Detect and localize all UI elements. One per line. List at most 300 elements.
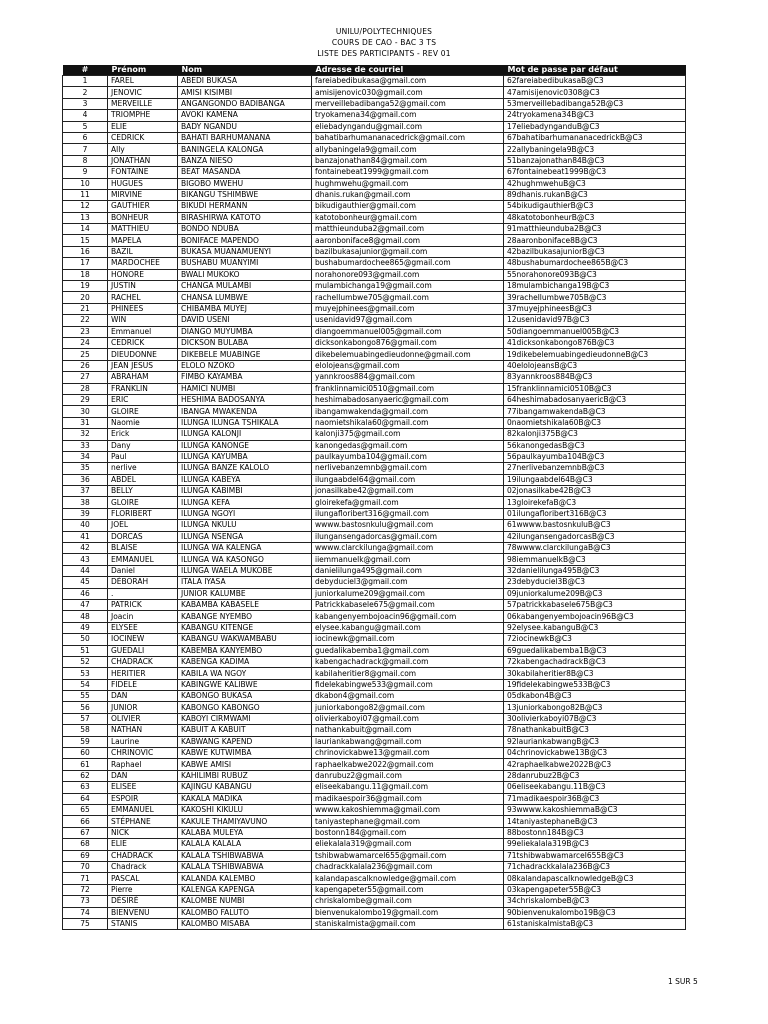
cell-email: kapengapeter55@gmail.com [312,884,504,895]
cell-lastname: KALABA MULEYA [178,827,312,838]
cell-email: muyejphinees@gmail.com [312,303,504,314]
cell-email: wwww.bastosnkulu@gmail.com [312,520,504,531]
cell-password: 98iemmanuelkB@C3 [504,554,686,565]
table-row [63,691,686,702]
cell-email: kabilaheritier8@gmail.com [312,668,504,679]
cell-lastname: KABWANG KAPEND [178,736,312,747]
cell-password: 61staniskalmistaB@C3 [504,918,686,929]
cell-password: 93wwww.kakoshiemmaB@C3 [504,805,686,816]
cell-number: 60 [63,748,108,759]
cell-email: Patrickkabasele675@gmail.com [312,599,504,610]
cell-firstname: CEDRICK [108,337,178,348]
table-row [63,440,686,451]
cell-password: 15franklinnamici0510B@C3 [504,383,686,394]
cell-lastname: BIKANGU TSHIMBWE [178,189,312,200]
cell-lastname: KABILA WA NGOY [178,668,312,679]
cell-email: iocinewk@gmail.com [312,634,504,645]
cell-firstname: GLOIRE [108,406,178,417]
cell-email: madikaespoir36@gmail.com [312,793,504,804]
cell-password: 78wwww.clarckilungaB@C3 [504,543,686,554]
table-row [63,349,686,360]
cell-number: 56 [63,702,108,713]
cell-email: norahonore093@gmail.com [312,269,504,280]
cell-email: dkabon4@gmail.com [312,691,504,702]
cell-email: juniorkalume209@gmail.com [312,588,504,599]
cell-email: kabangenyembojoacin96@gmail.com [312,611,504,622]
cell-lastname: BAHATI BARHUMANANA [178,132,312,143]
cell-firstname: CEDRICK [108,132,178,143]
cell-email: yannkroos884@gmail.com [312,372,504,383]
cell-number: 37 [63,486,108,497]
cell-number: 44 [63,565,108,576]
cell-firstname: . [108,588,178,599]
cell-email: kalandapascalknowledge@gmail.com [312,873,504,884]
cell-email: eliebadyngandu@gmail.com [312,121,504,132]
cell-firstname: BAZIL [108,246,178,257]
cell-number: 38 [63,497,108,508]
cell-firstname: EMMANUEL [108,805,178,816]
cell-email: fidelekabingwe533@gmail.com [312,679,504,690]
cell-number: 5 [63,121,108,132]
cell-password: 91matthieunduba2B@C3 [504,224,686,235]
cell-lastname: BIRASHIRWA KATOTO [178,212,312,223]
cell-password: 19ilungaabdel64B@C3 [504,474,686,485]
cell-email: paulkayumba104@gmail.com [312,451,504,462]
cell-number: 31 [63,417,108,428]
cell-email: diangoemmanuel005@gmail.com [312,326,504,337]
table-row [63,748,686,759]
cell-firstname: DAN [108,770,178,781]
cell-firstname: Erick [108,429,178,440]
cell-password: 56paulkayumba104B@C3 [504,451,686,462]
cell-firstname: Raphael [108,759,178,770]
cell-email: allybaningela9@gmail.com [312,144,504,155]
cell-lastname: KALALA TSHIBWABWA [178,850,312,861]
table-row [63,451,686,462]
cell-password: 27nerlivebanzemnbB@C3 [504,463,686,474]
cell-password: 71chadrackkalala236B@C3 [504,861,686,872]
table-row [63,258,686,269]
cell-firstname: JOEL [108,520,178,531]
cell-number: 7 [63,144,108,155]
cell-password: 28danrubuz2B@C3 [504,770,686,781]
table-row [63,281,686,292]
cell-password: 41dicksonkabongo876B@C3 [504,337,686,348]
cell-number: 40 [63,520,108,531]
table-row [63,292,686,303]
table-row [63,326,686,337]
cell-number: 69 [63,850,108,861]
cell-firstname: PHINEES [108,303,178,314]
cell-firstname: NATHAN [108,725,178,736]
table-row [63,611,686,622]
table-row [63,508,686,519]
cell-password: 92elysee.kabanguB@C3 [504,622,686,633]
cell-lastname: KAHILIMBI RUBUZ [178,770,312,781]
cell-email: bushabumardochee865@gmail.com [312,258,504,269]
cell-number: 32 [63,429,108,440]
cell-password: 99eliekalala319B@C3 [504,839,686,850]
cell-number: 2 [63,87,108,98]
table-row [63,315,686,326]
table-row [63,554,686,565]
cell-firstname: DAN [108,691,178,702]
cell-lastname: CHANGA MULAMBI [178,281,312,292]
cell-password: 18mulambichanga19B@C3 [504,281,686,292]
cell-password: 51banzajonathan84B@C3 [504,155,686,166]
cell-number: 23 [63,326,108,337]
cell-firstname: Emmanuel [108,326,178,337]
cell-lastname: KABANGU WAKWAMBABU [178,634,312,645]
cell-number: 64 [63,793,108,804]
cell-number: 70 [63,861,108,872]
header-list-title: LISTE DES PARTICIPANTS - REV 01 [317,49,451,58]
cell-number: 49 [63,622,108,633]
cell-number: 52 [63,656,108,667]
cell-email: nerlivebanzemnb@gmail.com [312,463,504,474]
cell-lastname: CHANSA LUMBWE [178,292,312,303]
cell-number: 18 [63,269,108,280]
table-row [63,645,686,656]
cell-number: 17 [63,258,108,269]
cell-number: 54 [63,679,108,690]
cell-email: raphaelkabwe2022@gmail.com [312,759,504,770]
cell-firstname: Ally [108,144,178,155]
cell-lastname: ILUNGA WA KASONGO [178,554,312,565]
cell-email: kanongedas@gmail.com [312,440,504,451]
cell-password: 23debyduciel3B@C3 [504,577,686,588]
document-header [0,26,768,59]
cell-password: 02jonasilkabe42B@C3 [504,486,686,497]
cell-firstname: HERITIER [108,668,178,679]
cell-password: 56kanongedasB@C3 [504,440,686,451]
cell-lastname: BONDO NDUBA [178,224,312,235]
table-header-row [63,65,686,76]
cell-lastname: AMISI KISIMBI [178,87,312,98]
cell-firstname: IOCINEW [108,634,178,645]
cell-firstname: DÉSIRÉ [108,896,178,907]
cell-lastname: KABAMBA KABASELE [178,599,312,610]
cell-password: 39rachellumbwe705B@C3 [504,292,686,303]
cell-lastname: ITALA IYASA [178,577,312,588]
cell-lastname: KAJINGU KABANGU [178,782,312,793]
cell-firstname: CHADRACK [108,656,178,667]
cell-number: 25 [63,349,108,360]
cell-lastname: KALALA KALALA [178,839,312,850]
cell-email: jonasilkabe42@gmail.com [312,486,504,497]
table-row [63,713,686,724]
column-header-number: # [63,65,108,76]
table-row [63,918,686,929]
cell-firstname: STÉPHANE [108,816,178,827]
cell-password: 13juniorkabongo82B@C3 [504,702,686,713]
cell-password: 88bostonn184B@C3 [504,827,686,838]
cell-email: chriskalombe@gmail.com [312,896,504,907]
cell-firstname: MATTHIEU [108,224,178,235]
cell-password: 71madikaespoir36B@C3 [504,793,686,804]
cell-number: 61 [63,759,108,770]
cell-number: 48 [63,611,108,622]
cell-lastname: ILUNGA BANZE KALOLO [178,463,312,474]
table-row [63,850,686,861]
cell-number: 39 [63,508,108,519]
cell-lastname: ILUNGA KEFA [178,497,312,508]
table-row [63,394,686,405]
cell-email: eliekalala319@gmail.com [312,839,504,850]
cell-firstname: PATRICK [108,599,178,610]
cell-lastname: KABUIT A KABUIT [178,725,312,736]
cell-password: 30olivierkaboyi07B@C3 [504,713,686,724]
cell-number: 59 [63,736,108,747]
cell-email: elolojeans@gmail.com [312,360,504,371]
table-row [63,622,686,633]
table-row [63,770,686,781]
cell-lastname: KABINGWE KALIBWE [178,679,312,690]
cell-number: 35 [63,463,108,474]
cell-lastname: KAKULE THAMIYAVUNO [178,816,312,827]
table-row [63,463,686,474]
cell-lastname: ANGANGONDO BADIBANGA [178,98,312,109]
cell-password: 92lauriankabwangB@C3 [504,736,686,747]
table-row [63,497,686,508]
cell-lastname: ILUNGA NGOYI [178,508,312,519]
table-row [63,531,686,542]
table-row [63,429,686,440]
cell-firstname: OLIVIER [108,713,178,724]
cell-firstname: NICK [108,827,178,838]
cell-lastname: ILUNGA KANONGE [178,440,312,451]
cell-number: 11 [63,189,108,200]
cell-email: guedalikabemba1@gmail.com [312,645,504,656]
cell-password: 06kabangenyembojoacin96B@C3 [504,611,686,622]
cell-lastname: BIKUDI HERMANN [178,201,312,212]
table-row [63,736,686,747]
cell-lastname: BUSHABU MUANYIMI [178,258,312,269]
column-header-firstname: Prénom [108,65,178,76]
cell-email: danielilunga495@gmail.com [312,565,504,576]
cell-firstname: WIN [108,315,178,326]
cell-email: bahatibarhumananacedrick@gmail.com [312,132,504,143]
cell-number: 58 [63,725,108,736]
cell-number: 16 [63,246,108,257]
cell-lastname: ABEDI BUKASA [178,76,312,87]
cell-number: 4 [63,110,108,121]
cell-number: 19 [63,281,108,292]
cell-lastname: ILUNGA NKULU [178,520,312,531]
cell-email: taniyastephane@gmail.com [312,816,504,827]
table-row [63,269,686,280]
table-row [63,816,686,827]
cell-password: 14taniyastephaneB@C3 [504,816,686,827]
cell-number: 34 [63,451,108,462]
table-row [63,76,686,87]
cell-lastname: BUKASA MUANAMUENYI [178,246,312,257]
table-row [63,98,686,109]
cell-number: 43 [63,554,108,565]
cell-lastname: ILUNGA KAYUMBA [178,451,312,462]
cell-lastname: KABEMBA KANYEMBO [178,645,312,656]
cell-number: 62 [63,770,108,781]
cell-number: 22 [63,315,108,326]
cell-email: usenidavid97@gmail.com [312,315,504,326]
cell-firstname: BONHEUR [108,212,178,223]
cell-number: 68 [63,839,108,850]
cell-email: wwww.clarckilunga@gmail.com [312,543,504,554]
cell-number: 74 [63,907,108,918]
cell-email: chadrackkalala236@gmail.com [312,861,504,872]
table-row [63,577,686,588]
table-row [63,224,686,235]
cell-lastname: HESHIMA BADOSANYA [178,394,312,405]
cell-firstname: ESPOIR [108,793,178,804]
cell-email: merveillebadibanga52@gmail.com [312,98,504,109]
cell-email: bostonn184@gmail.com [312,827,504,838]
cell-firstname: JUNIOR [108,702,178,713]
cell-password: 19fidelekabingwe533B@C3 [504,679,686,690]
cell-password: 54bikudigauthierB@C3 [504,201,686,212]
table-row [63,861,686,872]
cell-password: 78nathankabuitB@C3 [504,725,686,736]
cell-password: 22allybaningela9B@C3 [504,144,686,155]
cell-number: 14 [63,224,108,235]
cell-number: 51 [63,645,108,656]
cell-email: kabengachadrack@gmail.com [312,656,504,667]
cell-email: dicksonkabongo876@gmail.com [312,337,504,348]
cell-firstname: EMMANUEL [108,554,178,565]
cell-lastname: KABWE KUTWIMBA [178,748,312,759]
column-header-lastname: Nom [178,65,312,76]
cell-firstname: GAUTHIER [108,201,178,212]
cell-number: 3 [63,98,108,109]
cell-password: 77ibangamwakendaB@C3 [504,406,686,417]
cell-email: lauriankabwang@gmail.com [312,736,504,747]
cell-email: bazilbukasajunior@gmail.com [312,246,504,257]
table-row [63,827,686,838]
cell-password: 72kabengachadrackB@C3 [504,656,686,667]
cell-lastname: KABOYI CIRMWAMI [178,713,312,724]
cell-password: 67fontainebeat1999B@C3 [504,167,686,178]
table-row [63,417,686,428]
cell-firstname: Daniel [108,565,178,576]
cell-number: 45 [63,577,108,588]
cell-password: 06eliseekabangu.11B@C3 [504,782,686,793]
cell-password: 72iocinewkB@C3 [504,634,686,645]
cell-email: banzajonathan84@gmail.com [312,155,504,166]
cell-email: debyduciel3@gmail.com [312,577,504,588]
cell-email: aaronboniface8@gmail.com [312,235,504,246]
cell-number: 8 [63,155,108,166]
cell-firstname: Chadrack [108,861,178,872]
cell-number: 21 [63,303,108,314]
cell-password: 53merveillebadibanga52B@C3 [504,98,686,109]
cell-firstname: JEAN JESUS [108,360,178,371]
cell-email: fontainebeat1999@gmail.com [312,167,504,178]
table-row [63,702,686,713]
cell-email: heshimabadosanyaeric@gmail.com [312,394,504,405]
cell-firstname: STANIS [108,918,178,929]
table-row [63,178,686,189]
cell-email: franklinnamici0510@gmail.com [312,383,504,394]
cell-firstname: CHADRACK [108,850,178,861]
cell-firstname: BLAISE [108,543,178,554]
cell-password: 42raphaelkabwe2022B@C3 [504,759,686,770]
table-row [63,212,686,223]
cell-password: 01ilungafloribert316B@C3 [504,508,686,519]
cell-firstname: PASCAL [108,873,178,884]
table-row [63,110,686,121]
cell-lastname: BIGOBO MWEHU [178,178,312,189]
cell-email: olivierkaboyi07@gmail.com [312,713,504,724]
cell-email: staniskalmista@gmail.com [312,918,504,929]
cell-firstname: FIDELE [108,679,178,690]
cell-lastname: ILUNGA KABEYA [178,474,312,485]
cell-password: 62fareiabedibukasaB@C3 [504,76,686,87]
cell-firstname: FONTAINE [108,167,178,178]
table-row [63,656,686,667]
table-row [63,805,686,816]
cell-lastname: KALENGA KAPENGA [178,884,312,895]
column-header-email: Adresse de courriel [312,65,504,76]
table-row [63,337,686,348]
table-row [63,144,686,155]
cell-lastname: ILUNGA ILUNGA TSHIKALA [178,417,312,428]
cell-email: rachellumbwe705@gmail.com [312,292,504,303]
cell-firstname: GUEDALI [108,645,178,656]
cell-lastname: DIKEBELE MUABINGE [178,349,312,360]
participants-table [62,65,686,930]
cell-firstname: DORCAS [108,531,178,542]
cell-lastname: KALOMBE NUMBI [178,896,312,907]
table-row [63,565,686,576]
cell-lastname: DIANGO MUYUMBA [178,326,312,337]
cell-password: 69guedalikabemba1B@C3 [504,645,686,656]
cell-firstname: CHRINOVIC [108,748,178,759]
table-row [63,383,686,394]
cell-password: 61wwww.bastosnkuluB@C3 [504,520,686,531]
cell-email: amisijenovic030@gmail.com [312,87,504,98]
cell-number: 27 [63,372,108,383]
cell-firstname: ELYSEE [108,622,178,633]
cell-firstname: MARDOCHEE [108,258,178,269]
cell-number: 73 [63,896,108,907]
column-header-password: Mot de passe par défaut [504,65,686,76]
page-number: 1 SUR 5 [668,977,698,986]
cell-lastname: AVOKI KAMENA [178,110,312,121]
table-row [63,668,686,679]
cell-lastname: DAVID USENI [178,315,312,326]
cell-password: 28aaronboniface8B@C3 [504,235,686,246]
cell-number: 57 [63,713,108,724]
table-row [63,132,686,143]
cell-number: 71 [63,873,108,884]
cell-password: 42ilungansengadorcasB@C3 [504,531,686,542]
cell-number: 33 [63,440,108,451]
cell-password: 71tshibwabwamarcel655B@C3 [504,850,686,861]
cell-number: 30 [63,406,108,417]
cell-password: 32danielilunga495B@C3 [504,565,686,576]
cell-lastname: BANINGELA KALONGA [178,144,312,155]
cell-firstname: Dany [108,440,178,451]
table-row [63,725,686,736]
cell-password: 08kalandapascalknowledgeB@C3 [504,873,686,884]
cell-firstname: MIRVINE [108,189,178,200]
header-course: COURS DE CAO - BAC 3 TS [331,38,437,47]
cell-number: 72 [63,884,108,895]
cell-firstname: Joacin [108,611,178,622]
cell-password: 42bazilbukasajuniorB@C3 [504,246,686,257]
cell-firstname: MAPELA [108,235,178,246]
cell-email: bienvenukalombo19@gmail.com [312,907,504,918]
